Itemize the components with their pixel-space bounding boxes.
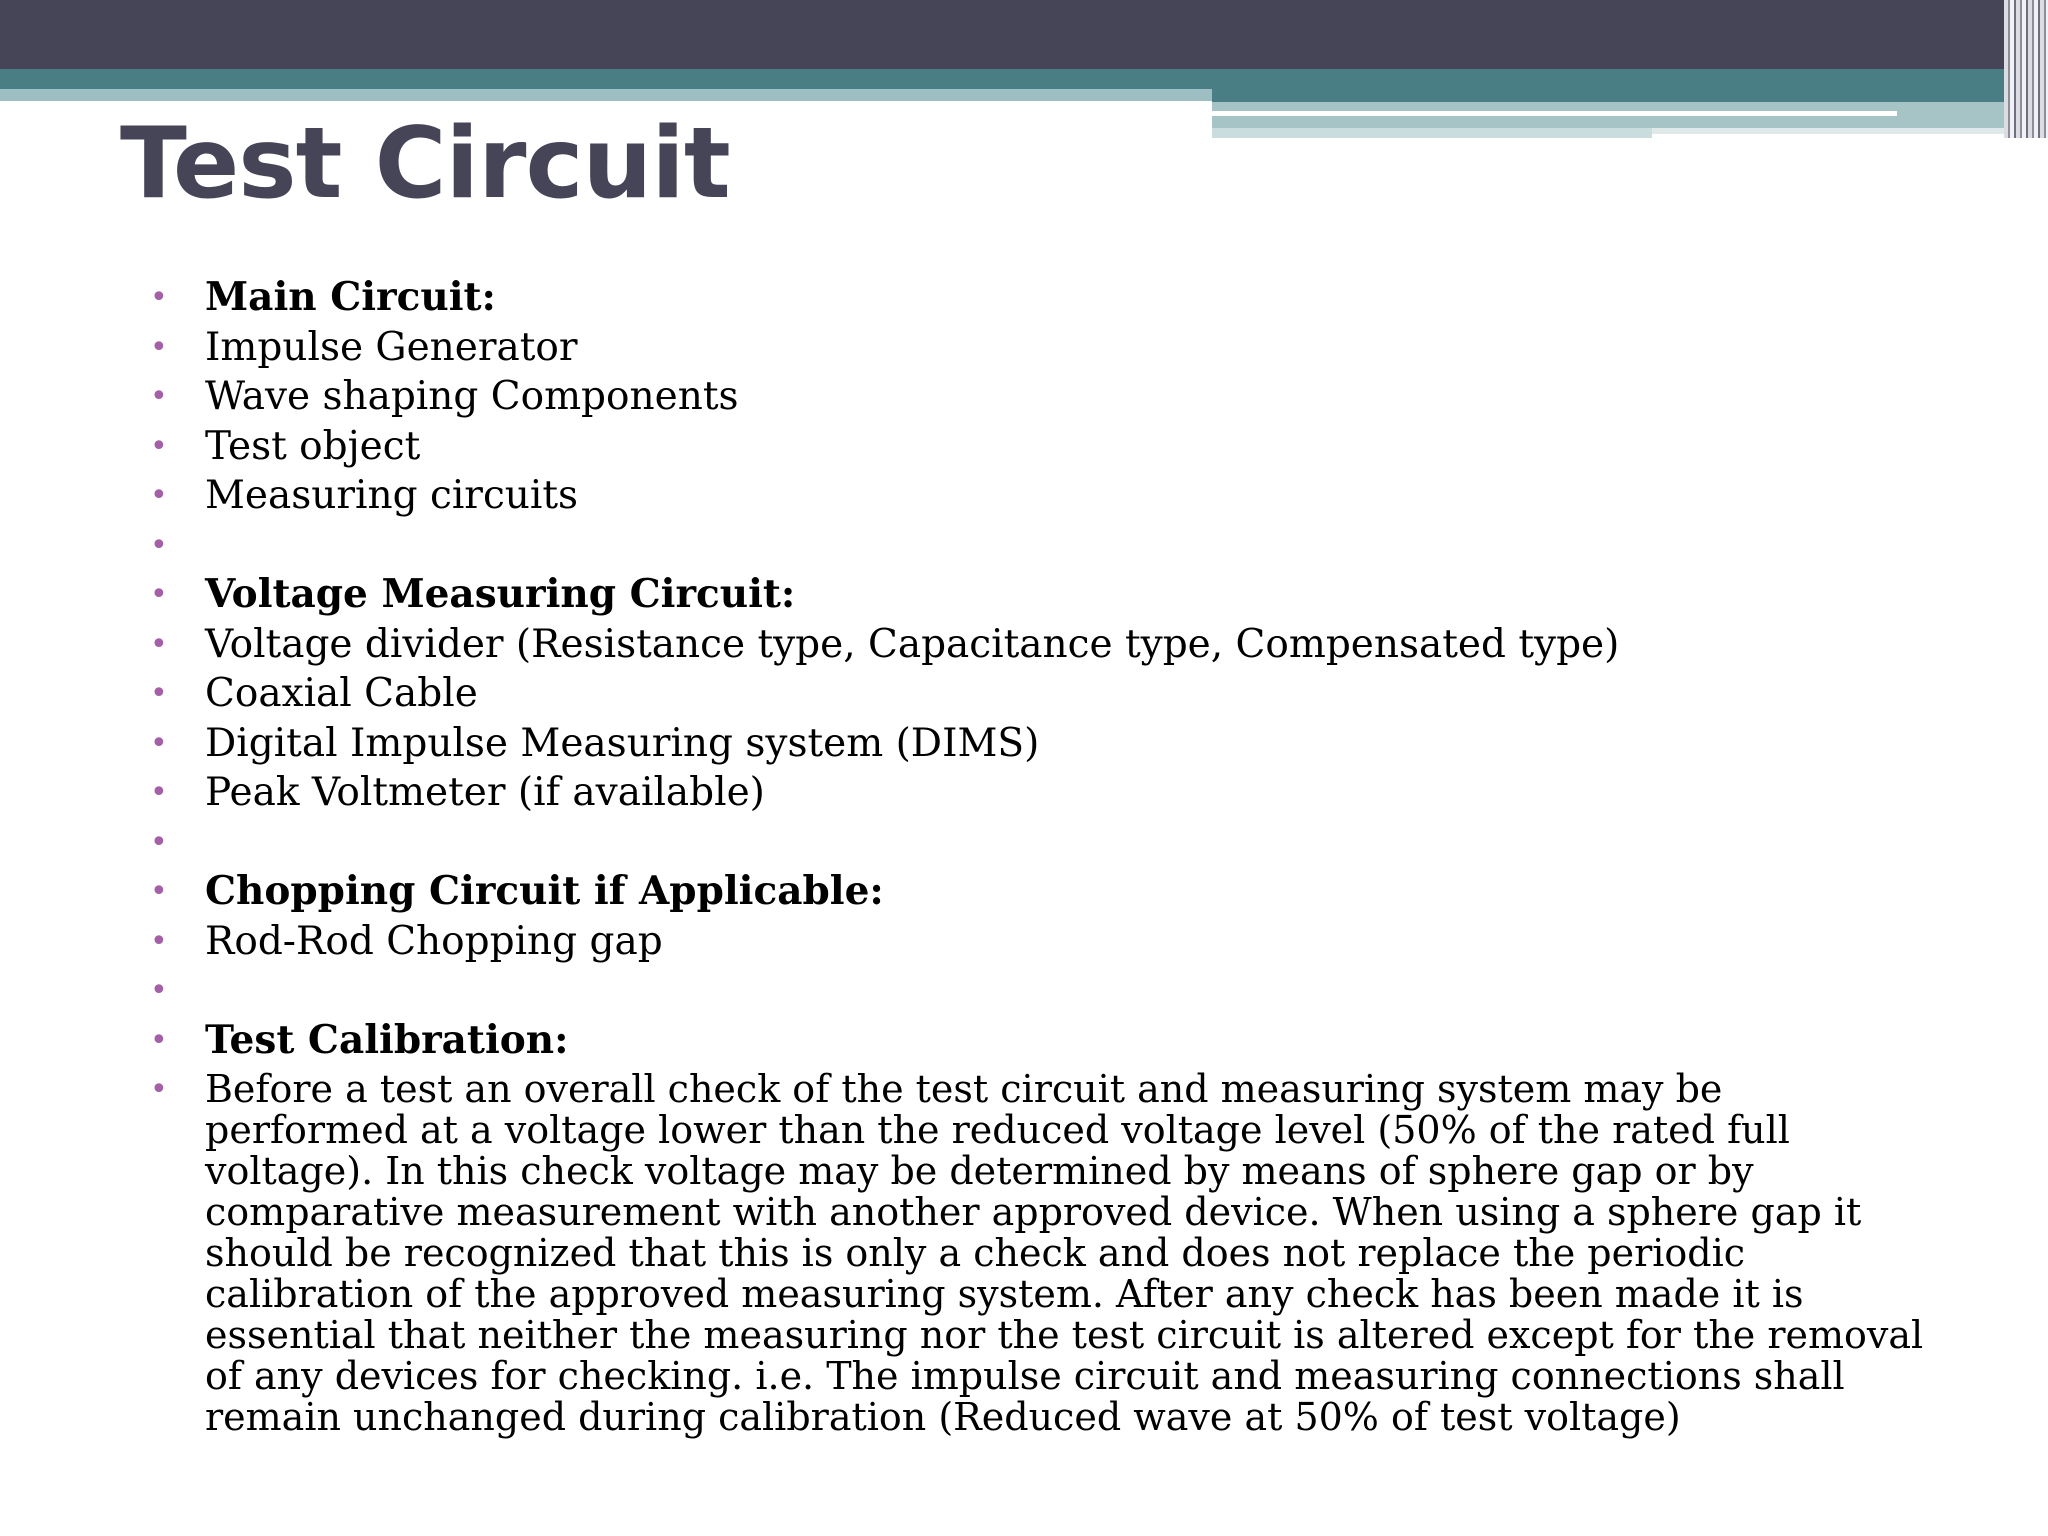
bullet-item (145, 867, 1925, 917)
bullet-icon: • (150, 626, 168, 662)
bullet-text: Coaxial Cable (205, 671, 478, 716)
bullet-item (145, 768, 1925, 818)
bullet-item-paragraph (145, 1065, 1925, 1438)
bullet-item (145, 323, 1925, 373)
bullet-icon: • (150, 428, 168, 464)
bullet-icon: • (150, 379, 168, 414)
bullet-icon: • (150, 1072, 168, 1107)
edge-stripes-decoration (2004, 0, 2048, 138)
bullet-item (145, 719, 1925, 769)
header-band-light (0, 89, 1212, 101)
bullet-icon: • (150, 874, 168, 909)
bullet-text: Peak Voltmeter (if available) (205, 770, 765, 815)
bullet-text: Voltage Measuring Circuit: (205, 571, 796, 617)
bullet-item-empty (145, 521, 1925, 571)
bullet-item (145, 917, 1925, 967)
bullet-icon: • (150, 280, 168, 315)
bullet-icon: • (150, 824, 168, 860)
bullet-icon: • (150, 329, 168, 365)
bullet-item (145, 471, 1925, 521)
bullet-text: Main Circuit: (205, 274, 496, 320)
bullet-icon: • (150, 775, 168, 810)
bullet-item-empty (145, 966, 1925, 1016)
bullet-text: Test object (205, 423, 421, 469)
bullet-text: Impulse Generator (205, 324, 578, 370)
bullet-text: Voltage divider (Resistance type, Capacitance type, Compensated type) (205, 621, 1620, 667)
bullet-item (145, 620, 1925, 670)
header-band-right-fade (1212, 128, 1652, 138)
bullet-icon: • (150, 725, 168, 761)
bullet-text: Before a test an overall check of the test circuit and measuring system may be performed at a voltage lower than the reduced voltage level (50% of the rated full voltage). In this check voltage may be determined by means of sphere gap or by comparative measurement with another approved device. When using a sphere gap it should be recognized that this is only a check and does not replace the periodic calibration of the approved measuring system. After any check has been made it is essential that neither the measuring nor the test circuit is altered except for the removal of any devices for checking. i.e. The impulse circuit and measuring connections shall remain unchanged during calibration (Reduced wave at 50% of test voltage) (205, 1067, 1924, 1439)
bullet-icon: • (150, 676, 168, 711)
bullet-item-empty (145, 818, 1925, 868)
bullet-text: Rod-Rod Chopping gap (205, 918, 663, 964)
bullet-icon: • (150, 1022, 168, 1058)
bullet-icon: • (150, 577, 168, 612)
bullet-text: Measuring circuits (205, 473, 579, 518)
bullet-text: Digital Impulse Measuring system (DIMS) (205, 720, 1040, 766)
bullet-text: Test Calibration: (205, 1016, 569, 1063)
bullet-icon: • (150, 527, 168, 563)
bullet-list (145, 273, 1925, 1438)
bullet-item (145, 1016, 1925, 1066)
bullet-item (145, 669, 1925, 719)
bullet-icon: • (150, 923, 168, 959)
bullet-item (145, 570, 1925, 620)
bullet-text: Chopping Circuit if Applicable: (205, 868, 884, 914)
header-band-right (1212, 89, 2012, 102)
slide-title: Test Circuit (120, 107, 730, 221)
bullet-text: Wave shaping Components (205, 374, 739, 419)
header-band-dark (0, 0, 2048, 69)
header-band-teal (0, 69, 2048, 89)
bullet-icon: • (150, 478, 168, 513)
bullet-item (145, 422, 1925, 472)
header-band-right-line (1212, 111, 1897, 116)
bullet-icon: • (150, 973, 168, 1008)
bullet-item (145, 372, 1925, 422)
bullet-item (145, 273, 1925, 323)
header-band-right-fade-2 (1652, 128, 2012, 134)
